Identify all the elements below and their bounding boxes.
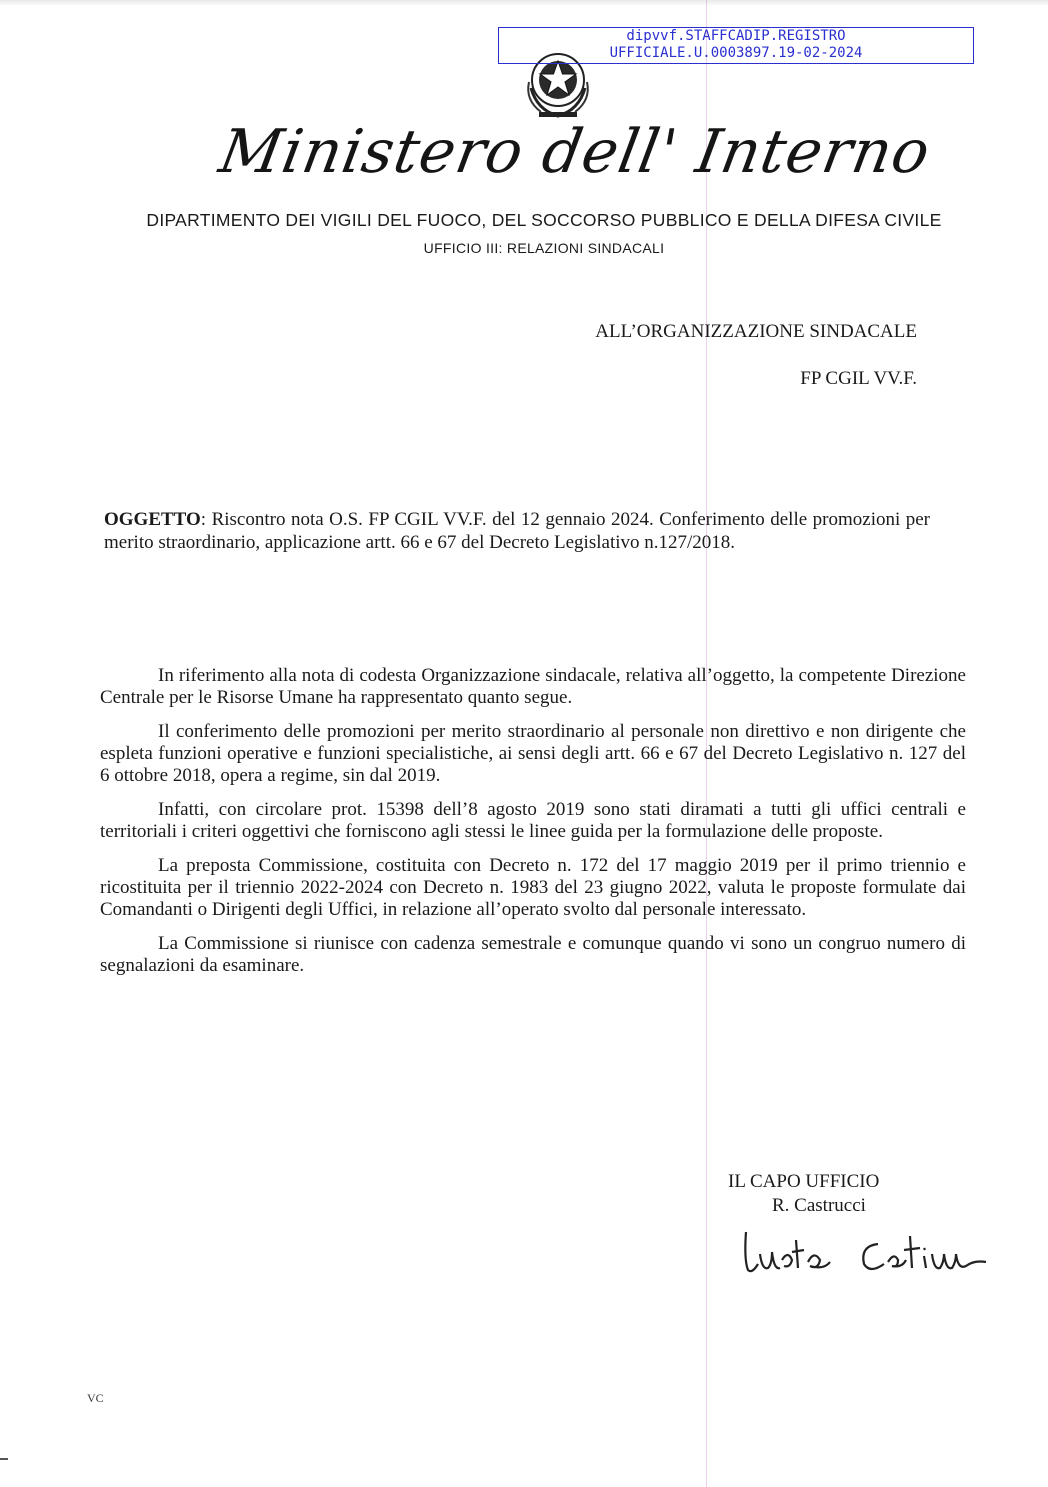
scan-margin-mark: [0, 1458, 8, 1460]
handwritten-signature: [738, 1220, 1018, 1280]
body-paragraph: Infatti, con circolare prot. 15398 dell’8 agosto 2019 sono stati diramati a tutti gli uffici centrali e territoriali i criteri oggettivi che forniscono agli stessi le linee guida per la formulazione delle proposte.: [100, 799, 966, 842]
recipient-organization: ALL’ORGANIZZAZIONE SINDACALE: [595, 321, 917, 342]
signature-block: [728, 1170, 948, 1218]
signature-title: IL CAPO UFFICIO: [728, 1171, 880, 1192]
subject-text: : Riscontro nota O.S. FP CGIL VV.F. del 12 gennaio 2024. Conferimento delle promozioni per merito straordinario, applicazione artt. 66 e 67 del Decreto Legislativo n.127/2018.: [104, 509, 930, 553]
body-paragraph: La Commissione si riunisce con cadenza semestrale e comunque quando vi sono un congruo numero di segnalazioni da esaminare.: [100, 933, 966, 976]
protocol-line-1: dipvvf.STAFFCADIP.REGISTRO: [626, 28, 846, 44]
subject-label: OGGETTO: [104, 509, 201, 530]
letter-body: [100, 665, 966, 989]
body-paragraph: Il conferimento delle promozioni per merito straordinario al personale non direttivo e non dirigente che espleta funzioni operative e funzioni specialistiche, ai sensi degli artt. 66 e 67 del Decreto Legislativo n. 127 del 6 ottobre 2018, opera a regime, sin dal 2019.: [100, 721, 966, 786]
protocol-stamp: [498, 27, 974, 64]
footer-initials: VC: [87, 1391, 104, 1405]
subject-block: [104, 508, 930, 554]
department-title: DIPARTIMENTO DEI VIGILI DEL FUOCO, DEL SOCCORSO PUBBLICO E DELLA DIFESA CIVILE: [146, 210, 942, 230]
recipient-name: FP CGIL VV.F.: [800, 368, 917, 389]
ministry-title: Ministero dell' Interno: [214, 117, 936, 187]
office-title: UFFICIO III: RELAZIONI SINDACALI: [423, 240, 665, 256]
signature-name: R. Castrucci: [772, 1195, 866, 1216]
protocol-line-2: UFFICIALE.U.0003897.19-02-2024: [609, 45, 863, 61]
body-paragraph: La preposta Commissione, costituita con Decreto n. 172 del 17 maggio 2019 per il primo triennio e ricostituita per il triennio 2022-2024 con Decreto n. 1983 del 23 giugno 2022, valuta le proposte formulate dai Comandanti o Dirigenti degli Uffici, in relazione all’operato svolto dal personale interessato.: [100, 855, 966, 920]
body-paragraph: In riferimento alla nota di codesta Organizzazione sindacale, relativa all’oggetto, la competente Direzione Centrale per le Risorse Umane ha rappresentato quanto segue.: [100, 665, 966, 708]
scan-top-edge: [0, 0, 1048, 6]
